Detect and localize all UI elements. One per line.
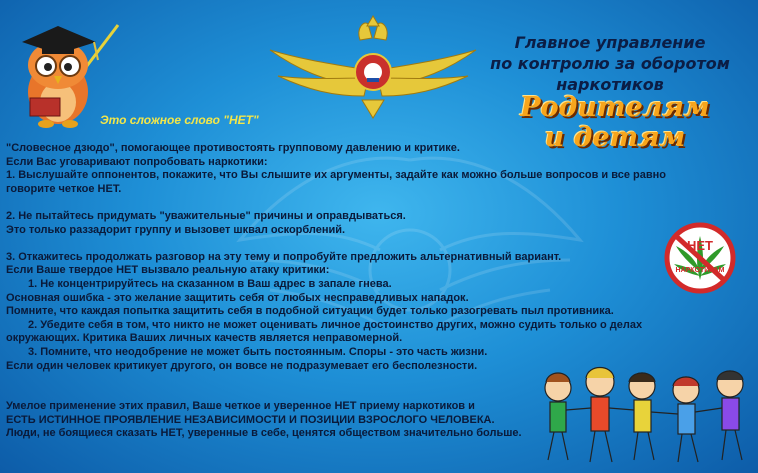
text-line: 3. Помните, что неодобрение не может быть постоянным. Споры - это часть жизни. (28, 345, 488, 358)
headline-line: Родителям (520, 92, 710, 123)
text-line: Помните, что каждая попытка защитить себя в подобной ситуации будет только разогревать пыл противника. (6, 305, 614, 318)
agency-title-line: по контролю за оборотом (490, 54, 730, 73)
text-line: 2. Не пытайтесь придумать "уважительные" причины и оправдываться. (6, 209, 406, 222)
no-sign-bottom-text: НАРКОТИКАМ (675, 267, 725, 274)
text-line: Если Ваше твердое НЕТ вызвало реальную атаку критики: (6, 264, 330, 277)
slogan: Это сложное слово "НЕТ" (100, 113, 259, 127)
blank-line (6, 237, 746, 251)
blank-line (6, 196, 746, 210)
headline-line: и детям (544, 122, 686, 153)
text-line: "Словесное дзюдо", помогающее противостоять групповому давлению и критике. (6, 142, 460, 154)
text-line: Если один человек критикует другого, он вовсе не подразумевает его бесполезности. (6, 359, 478, 372)
text-line: ЕСТЬ ИСТИННОЕ ПРОЯВЛЕНИЕ НЕЗАВИСИМОСТИ И ПОЗИЦИИ ВЗРОСЛОГО ЧЕЛОВЕКА. (6, 413, 495, 426)
text-line: Люди, не боящиеся сказать НЕТ, уверенные в себе, ценятся обществом значительно больше. (6, 427, 522, 440)
text-line: Умелое применение этих правил, Ваше четкое и уверенное НЕТ приему наркотиков и (6, 400, 475, 413)
text-line: Это только раззадорит группу и вызовет шквал оскорблений. (6, 223, 346, 236)
text-line: 1. Выслушайте оппонентов, покажите, что Вы слышите их аргументы, задайте как можно больше вопросов и все равно (6, 169, 666, 182)
text-line: говорите четкое НЕТ. (6, 182, 122, 195)
text-line: 1. Не концентрируйтесь на сказанном в Ваш адрес в запале гнева. (28, 277, 392, 290)
text-line: окружающих. Критика Ваших личных качеств является неправомерной. (6, 332, 403, 345)
happy-children-image (538, 360, 753, 470)
text-line: Основная ошибка - это желание защитить себя от любых несправедливых нападок. (6, 291, 469, 304)
text-line: 2. Убедите себя в том, что никто не может оценивать личное достоинство других, можно судить только о делах (28, 318, 643, 331)
agency-title-line: наркотиков (556, 75, 664, 94)
no-drugs-sign (660, 222, 740, 294)
text-line: 3. Откажитесь продолжать разговор на эту тему и попробуйте предложить альтернативный вариант. (6, 250, 562, 263)
text-line: Если Вас уговаривают попробовать наркотики: (6, 155, 268, 168)
no-sign-top-text: НЕТ (687, 238, 713, 253)
mvd-eagle-emblem (268, 10, 478, 120)
agency-title-line: Главное управление (514, 33, 706, 52)
agency-title (475, 32, 745, 95)
